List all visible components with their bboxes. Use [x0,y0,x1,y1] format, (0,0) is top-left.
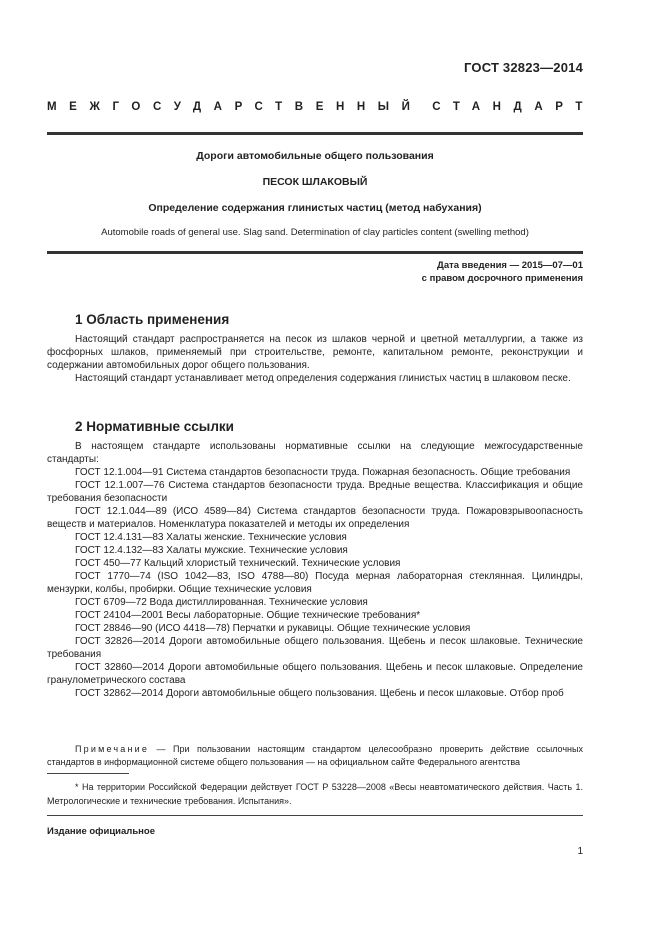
reference-item: ГОСТ 32862—2014 Дороги автомобильные общего пользования. Щебень и песок шлаковые. Отбор проб [75,688,564,699]
official-edition-label: Издание официальное [47,826,155,837]
note-label: Примечание [75,744,150,754]
early-application-line: с правом досрочного применения [421,273,583,284]
reference-item: ГОСТ 6709—72 Вода дистиллированная. Технические условия [75,597,368,608]
reference-item: ГОСТ 12.4.131—83 Халаты женские. Технические условия [75,532,347,543]
page-number: 1 [577,846,583,857]
section-1 [47,313,583,385]
standard-type-banner [47,101,595,113]
footnote-rule [47,773,129,774]
reference-item: ГОСТ 24104—2001 Весы лабораторные. Общие технические требования* [75,610,421,621]
paragraph: В настоящем стандарте использованы нормативные ссылки на следующие межгосударственные стандарты: [47,441,583,465]
reference-item: ГОСТ 28846—90 (ИСО 4418—78) Перчатки и рукавицы. Общие технические условия [75,623,471,634]
note-text: — При пользовании настоящим стандартом целесообразно проверить действие ссылочных стандартов в информационной системе общего пользования — на официальном сайте Федерального агентства [47,744,583,767]
title-line-2: ПЕСОК ШЛАКОВЫЙ [262,176,368,188]
title-line-1: Дороги автомобильные общего пользования [196,150,434,162]
reference-item: ГОСТ 1770—74 (ISO 1042—83, ISO 4788—80) Посуда мерная лабораторная стеклянная. Цилиндры, мензурки, колбы, пробирки. Общие технические условия [47,571,583,595]
reference-item: ГОСТ 32860—2014 Дороги автомобильные общего пользования. Щебень и песок шлаковые. Определение гранулометрического состава [47,662,583,686]
reference-item: ГОСТ 32826—2014 Дороги автомобильные общего пользования. Щебень и песок шлаковые. Технические требования [47,636,583,660]
introduction-date [422,259,583,285]
footnote: * На территории Российской Федерации действует ГОСТ Р 53228—2008 «Весы неавтоматического действия. Часть 1. Метрологические и технические требования. Испытания». [47,782,583,806]
title-line-3: Определение содержания глинистых частиц (метод набухания) [148,202,482,214]
section-2 [47,420,583,700]
note [47,743,583,769]
standard-code: ГОСТ 32823—2014 [464,60,583,75]
english-title: Automobile roads of general use. Slag sand. Determination of clay particles content (swelling method) [101,227,529,238]
banner-word-standard: СТАНДАРТ [432,101,595,113]
footer-rule [47,815,583,816]
paragraph: Настоящий стандарт распространяется на песок из шлаков черной и цветной металлургии, а также из фосфорных шлаков, применяемый при строительстве, ремонте, капитальном ремонте, реконструкции и содержании автомобильных дорог общего пользования. [47,334,583,371]
paragraph: Настоящий стандарт устанавливает метод определения содержания глинистых частиц в шлаковом песке. [75,373,571,384]
top-thick-rule [47,132,583,135]
title-bottom-rule [47,251,583,254]
reference-item: ГОСТ 12.4.132—83 Халаты мужские. Технические условия [75,545,348,556]
banner-word-interstate: МЕЖГОСУДАРСТВЕННЫЙ [47,101,423,113]
reference-item: ГОСТ 450—77 Кальций хлористый технический. Технические условия [75,558,401,569]
section-2-heading: 2 Нормативные ссылки [75,419,234,434]
reference-item: ГОСТ 12.1.007—76 Система стандартов безопасности труда. Вредные вещества. Классификация и общие требования безопасности [47,480,583,504]
reference-item: ГОСТ 12.1.044—89 (ИСО 4589—84) Система стандартов безопасности труда. Пожаровзрывоопасность веществ и материалов. Номенклатура показателей и методы их определения [47,506,583,530]
introduction-date-line: Дата введения — 2015—07—01 [437,260,583,271]
reference-item: ГОСТ 12.1.004—91 Система стандартов безопасности труда. Пожарная безопасность. Общие требования [75,467,571,478]
section-1-heading: 1 Область применения [75,312,230,327]
